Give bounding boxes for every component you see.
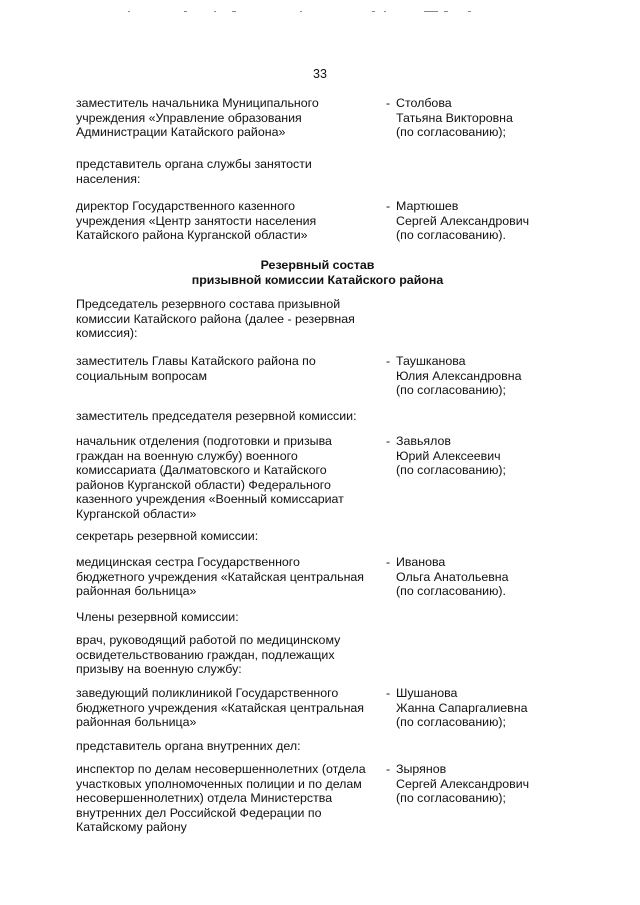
section-label: заместитель председателя резервной комиссии: xyxy=(76,409,357,423)
section-title: Резервный состав призывной комиссии Катайского района xyxy=(191,258,444,287)
section-label: врач, руководящий работой по медицинскому освидетельствованию граждан, подлежащих призыву на военную службу: xyxy=(76,633,341,677)
person-name: - Шушанова Жанна Сапаргалиевна (по согласованию); xyxy=(386,686,528,730)
role-text: медицинская сестра Государственного бюджетного учреждения «Катайская центральная районная больница» xyxy=(76,555,365,599)
person-name: - Зырянов Сергей Александрович (по согласованию); xyxy=(386,762,530,806)
role-text: заместитель Главы Катайского района по социальным вопросам xyxy=(76,354,316,383)
role-text: заведующий поликлиникой Государственного бюджетного учреждения «Катайская центральная районная больница» xyxy=(76,686,365,730)
page-number: 33 xyxy=(313,67,327,81)
person-name: - Мартюшев Сергей Александрович (по согласованию). xyxy=(386,199,530,243)
person-name: - Иванова Ольга Анатольевна (по согласованию). xyxy=(386,555,509,599)
person-name: - Столбова Татьяна Викторовна (по согласованию); xyxy=(386,96,513,140)
section-label: Члены резервной комиссии: xyxy=(76,610,239,624)
role-text: инспектор по делам несовершеннолетних (отдела участковых уполномоченных полиции и по делам несовершеннолетних) отдела Министерства внутренних дел Российской Федерации по Катайскому району xyxy=(76,762,366,835)
role-text: директор Государственного казенного учреждения «Центр занятости населения Катайского района Курганской области» xyxy=(76,199,317,243)
section-label: представитель органа службы занятости населения: xyxy=(76,157,312,186)
scan-artifact-dots xyxy=(0,10,640,14)
section-label: Председатель резервного состава призывной комиссии Катайского района (далее - резервная комиссия): xyxy=(76,297,355,341)
role-text: заместитель начальника Муниципального учреждения «Управление образования Администрации Катайского района» xyxy=(76,96,319,140)
person-name: - Таушканова Юлия Александровна (по согласованию); xyxy=(386,354,522,398)
section-label: представитель органа внутренних дел: xyxy=(76,739,301,753)
section-label: секретарь резервной комиссии: xyxy=(76,529,259,543)
person-name: - Завьялов Юрий Алексеевич (по согласованию); xyxy=(386,434,506,478)
role-text: начальник отделения (подготовки и призыва граждан на военную службу) военного комиссариата (Далматовского и Катайского районов Курганской области) Федерального казенного учреждения «Военный комиссариат Курганской области» xyxy=(76,434,344,521)
